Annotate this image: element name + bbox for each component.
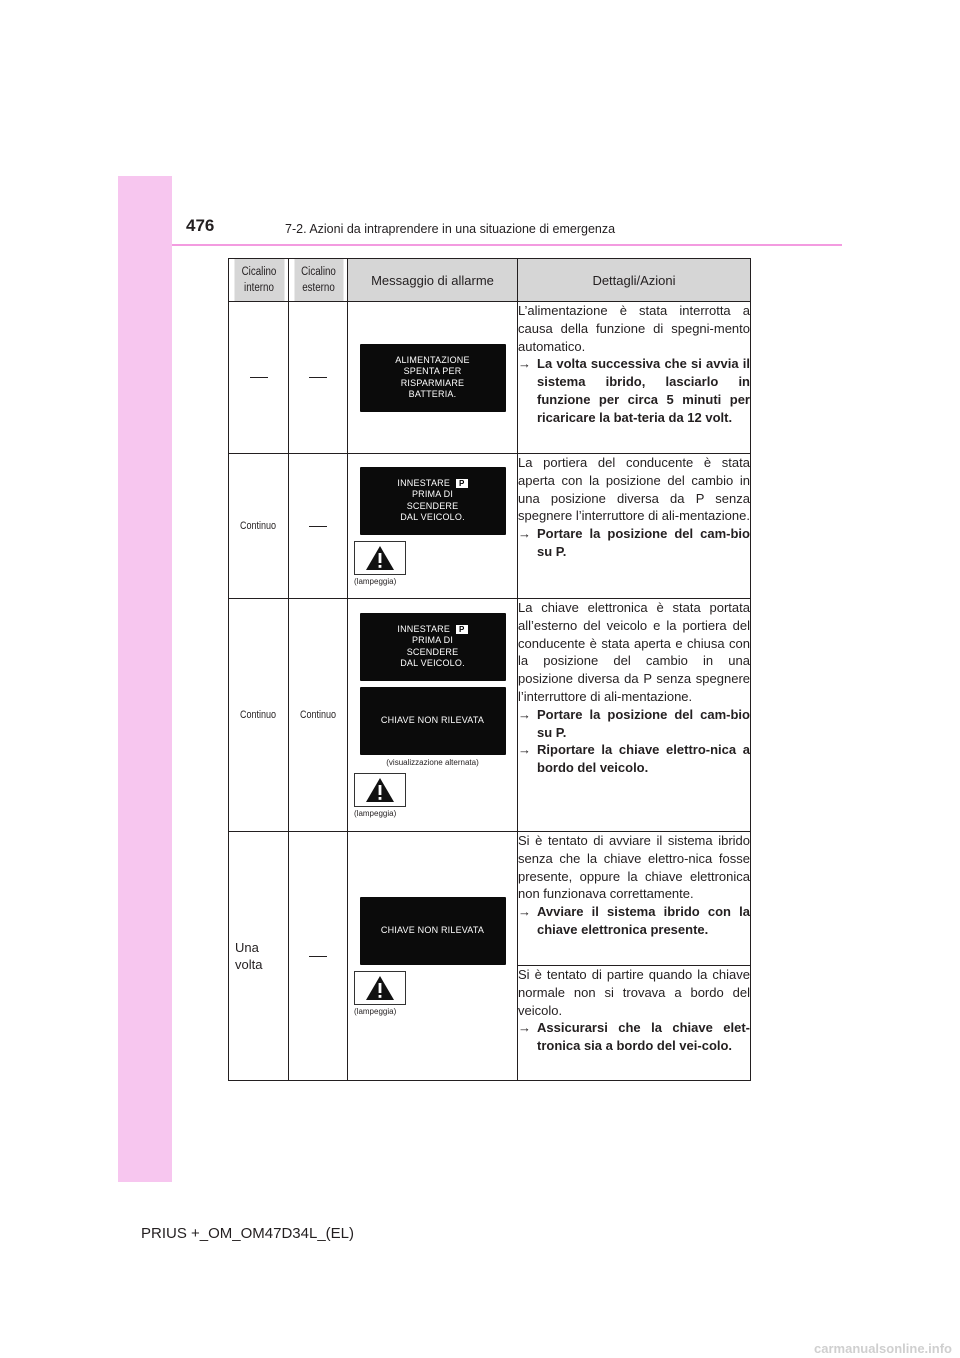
flashing-caption: (lampeggia) bbox=[354, 576, 397, 586]
table-row bbox=[229, 454, 751, 599]
screen-line: DAL VEICOLO. bbox=[400, 658, 465, 668]
action-text: Avviare il sistema ibrido con la chiave elettronica presente. bbox=[537, 904, 750, 937]
screen-line bbox=[397, 478, 467, 490]
section-title: 7-2. Azioni da intraprendere in una situazione di emergenza bbox=[285, 222, 616, 236]
arrow-icon: → bbox=[518, 706, 531, 722]
screen-line: DAL VEICOLO. bbox=[400, 512, 465, 522]
internal-buzzer-cell bbox=[229, 599, 289, 832]
header-message: Messaggio di allarme bbox=[348, 259, 518, 302]
screen-line: CHIAVE NON RILEVATA bbox=[380, 924, 485, 935]
screen-line: SPENTA PER bbox=[403, 366, 462, 376]
details-cell bbox=[518, 302, 751, 454]
display-screen bbox=[360, 467, 506, 535]
arrow-icon: → bbox=[518, 1020, 531, 1036]
internal-buzzer-cell bbox=[229, 302, 289, 454]
screen-line bbox=[397, 624, 467, 636]
external-buzzer-cell bbox=[289, 599, 348, 832]
screen-line: SCENDERE bbox=[406, 500, 459, 511]
table-row bbox=[229, 832, 751, 966]
action-item bbox=[518, 525, 750, 561]
screen-line: CHIAVE NON RILEVATA bbox=[380, 714, 485, 725]
details-text: Si è tentato di partire quando la chiave normale non si trovava a bordo del veicolo. bbox=[518, 967, 750, 1018]
header-external-buzzer-text: Cicalino esterno bbox=[300, 266, 336, 294]
screen-line: ALIMENTAZIONE bbox=[395, 354, 470, 365]
screen-line: SCENDERE bbox=[406, 646, 459, 657]
header-rule bbox=[172, 244, 842, 246]
details-cell bbox=[518, 454, 751, 599]
document-code: PRIUS +_OM_OM47D34L_(EL) bbox=[141, 1225, 355, 1242]
message-cell bbox=[348, 454, 518, 599]
dash-mark bbox=[309, 526, 327, 527]
details-text: Si è tentato di avviare il sistema ibrido senza che la chiave elettro-nica fosse presente, oppure la chiave elettronica non funzionava correttamente. bbox=[518, 833, 750, 902]
screen-line: RISPARMIARE bbox=[400, 377, 465, 388]
action-text: Assicurarsi che la chiave elet-tronica sia a bordo del vei-colo. bbox=[537, 1020, 750, 1054]
warning-indicator bbox=[354, 971, 517, 1016]
message-cell bbox=[348, 302, 518, 454]
action-item bbox=[518, 903, 750, 939]
arrow-icon: → bbox=[518, 904, 531, 920]
external-buzzer-cell bbox=[289, 832, 348, 1081]
internal-buzzer-cell bbox=[229, 832, 289, 1081]
action-item bbox=[518, 741, 750, 777]
alternate-display-caption: (visualizzazione alternata) bbox=[386, 757, 479, 767]
p-position-badge: P bbox=[456, 479, 468, 488]
action-text: Portare la posizione del cam-bio su P. bbox=[537, 706, 750, 740]
details-cell bbox=[518, 599, 751, 832]
dash-mark bbox=[309, 377, 327, 378]
screen-line-text: INNESTARE bbox=[397, 623, 451, 634]
display-screen bbox=[360, 613, 506, 681]
details-text: La portiera del conducente è stata aperta con la posizione del cambio in una posizione diversa da P senza spegnere l’interruttore di ali-mentazione. bbox=[518, 455, 750, 524]
action-item bbox=[518, 1019, 750, 1055]
arrow-icon: → bbox=[518, 742, 531, 758]
action-text: Riportare la chiave elettro-nica a bordo del veicolo. bbox=[537, 742, 750, 776]
external-buzzer-text: Continuo bbox=[299, 709, 337, 721]
display-screen bbox=[360, 897, 506, 965]
display-screen bbox=[360, 687, 506, 755]
display-screen bbox=[360, 344, 506, 412]
alarm-table bbox=[228, 258, 751, 1081]
details-text: L’alimentazione è stata interrotta a causa della funzione di spegni-mento automatico. bbox=[518, 303, 750, 354]
page-number: 476 bbox=[186, 216, 215, 235]
watermark: carmanualsonline.info bbox=[814, 1341, 952, 1356]
external-buzzer-cell bbox=[289, 302, 348, 454]
table-row bbox=[229, 302, 751, 454]
warning-light bbox=[354, 971, 406, 1005]
external-buzzer-cell bbox=[289, 454, 348, 599]
internal-buzzer-text: Continuo bbox=[240, 709, 277, 721]
table-header-row bbox=[229, 259, 751, 302]
screen-line: PRIMA DI bbox=[411, 489, 454, 499]
dash-mark bbox=[250, 377, 268, 378]
action-item bbox=[518, 706, 750, 742]
arrow-icon: → bbox=[518, 526, 531, 542]
warning-light bbox=[354, 773, 406, 807]
screen-line-text: INNESTARE bbox=[397, 477, 451, 488]
warning-indicator bbox=[354, 773, 517, 818]
p-position-badge: P bbox=[456, 625, 468, 634]
internal-buzzer-cell bbox=[229, 454, 289, 599]
message-cell bbox=[348, 599, 518, 832]
internal-buzzer-text: Una volta bbox=[235, 940, 263, 972]
details-cell bbox=[518, 966, 751, 1081]
header-external-buzzer bbox=[293, 259, 343, 302]
message-cell bbox=[348, 832, 518, 1081]
internal-buzzer-text: Continuo bbox=[240, 520, 277, 532]
chapter-sidebar-tab bbox=[118, 176, 172, 1182]
table-row bbox=[229, 599, 751, 832]
flashing-caption: (lampeggia) bbox=[354, 1006, 397, 1016]
warning-triangle-icon bbox=[365, 975, 395, 1001]
flashing-caption: (lampeggia) bbox=[354, 808, 397, 818]
dash-mark bbox=[309, 956, 327, 957]
warning-triangle-icon bbox=[365, 545, 395, 571]
screen-line: PRIMA DI bbox=[411, 635, 454, 645]
warning-light bbox=[354, 541, 406, 575]
header-internal-buzzer-text: Cicalino interno bbox=[241, 266, 276, 294]
warning-triangle-icon bbox=[365, 777, 395, 803]
arrow-icon: → bbox=[518, 356, 531, 372]
action-item bbox=[518, 355, 750, 426]
warning-indicator bbox=[354, 541, 517, 586]
header-details: Dettagli/Azioni bbox=[518, 259, 751, 302]
action-text: La volta successiva che si avvia il sistema ibrido, lasciarlo in funzione per circa 5 minuti per ricaricare la bat-teria da 12 volt. bbox=[537, 356, 750, 425]
details-cell bbox=[518, 832, 751, 966]
details-text: La chiave elettronica è stata portata all’esterno del veicolo e la portiera del conducente è stata aperta e chiusa con la posizione del cambio in una posizione diversa da P senza spegnere l’interruttore di ali-mentazione. bbox=[518, 600, 750, 704]
action-text: Portare la posizione del cam-bio su P. bbox=[537, 526, 750, 559]
screen-line: BATTERIA. bbox=[408, 389, 457, 399]
header-internal-buzzer bbox=[233, 259, 284, 302]
